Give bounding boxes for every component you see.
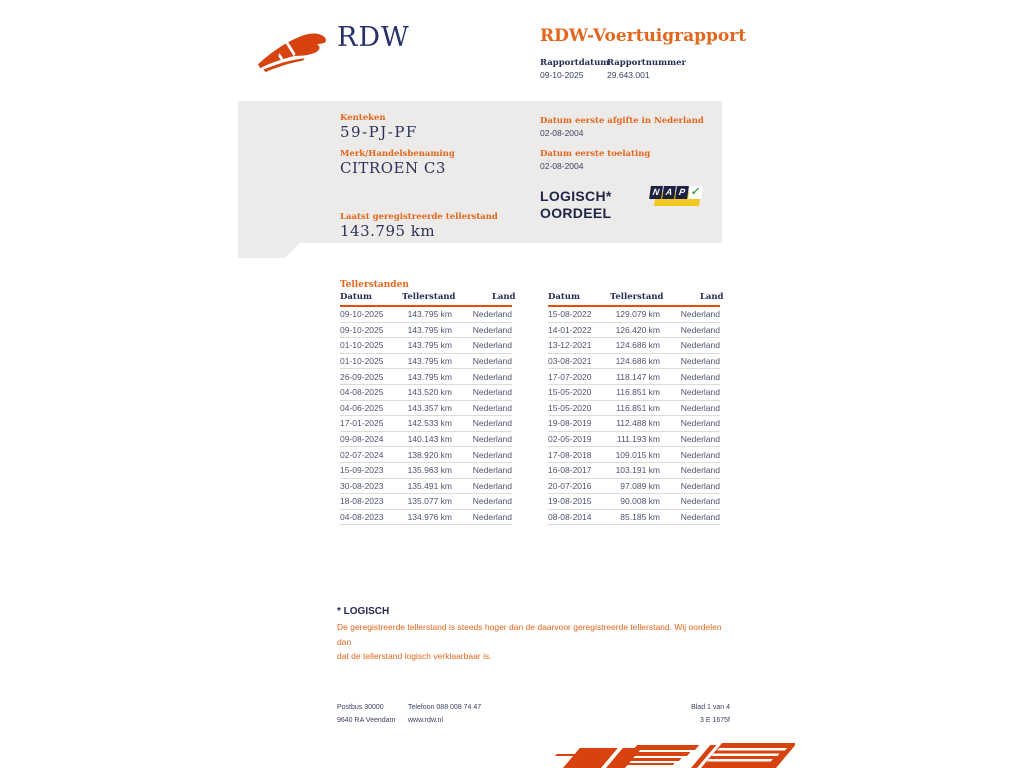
table-cell: 116.851 km: [616, 402, 660, 413]
table-cell: 04-08-2025: [340, 387, 384, 398]
table-cell: 15-05-2020: [548, 387, 592, 398]
toelating-value: 02-08-2004: [540, 161, 584, 171]
afgifte-label: Datum eerste afgifte in Nederland: [540, 116, 704, 126]
col-header-tellerstand: Tellerstand: [402, 292, 456, 302]
table-row: [340, 338, 512, 354]
table-cell: Nederland: [680, 512, 720, 523]
tables-title: Tellerstanden: [340, 280, 409, 290]
col-header-datum: Datum: [548, 292, 580, 302]
col-header-datum: Datum: [340, 292, 372, 302]
table-row: [340, 479, 512, 495]
table-cell: 02-05-2019: [548, 434, 592, 445]
table-cell: Nederland: [680, 324, 720, 335]
table-cell: Nederland: [680, 340, 720, 351]
kenteken-value: 59-PJ-PF: [340, 123, 418, 141]
table-row: [548, 323, 720, 339]
table-header-row: [548, 292, 724, 307]
footer-page-number: Blad 1 van 4: [691, 704, 730, 711]
table-cell: 97.089 km: [620, 480, 660, 491]
footnote-text: [337, 620, 733, 664]
footer-address: [337, 701, 395, 727]
table-cell: 15-09-2023: [340, 465, 384, 476]
table-cell: 01-10-2025: [340, 340, 384, 351]
odometer-table-right: [548, 292, 724, 525]
table-cell: 17-01-2025: [340, 418, 384, 429]
tellerstand-label: Laatst geregistreerde tellerstand: [340, 212, 498, 222]
table-cell: 17-07-2020: [548, 371, 592, 382]
table-cell: 140.143 km: [407, 434, 452, 445]
table-cell: 103.191 km: [615, 465, 660, 476]
table-row: [548, 354, 720, 370]
table-cell: Nederland: [472, 340, 512, 351]
table-row: [340, 447, 512, 463]
footnote-title: * LOGISCH: [337, 606, 390, 617]
table-cell: 04-08-2023: [340, 512, 384, 523]
page-title: RDW-Voertuigrapport: [540, 26, 747, 46]
table-cell: Nederland: [680, 480, 720, 491]
table-row: [548, 479, 720, 495]
table-row: [340, 463, 512, 479]
table-cell: 09-08-2024: [340, 434, 384, 445]
table-cell: 135.963 km: [407, 465, 452, 476]
table-cell: 18-08-2023: [340, 496, 384, 507]
table-cell: 118.147 km: [616, 371, 660, 382]
kenteken-label: Kenteken: [340, 113, 386, 123]
footnote-line2: dat de tellerstand logisch verklaarbaar is.: [337, 651, 492, 661]
oordeel-line2: OORDEEL: [540, 205, 612, 221]
table-cell: Nederland: [472, 309, 512, 320]
merk-label: Merk/Handelsbenaming: [340, 149, 455, 159]
table-cell: Nederland: [472, 434, 512, 445]
nap-letter-n: N: [649, 186, 663, 199]
table-cell: 143.795 km: [407, 356, 452, 367]
table-row: [340, 416, 512, 432]
table-row: [340, 385, 512, 401]
table-cell: Nederland: [680, 402, 720, 413]
table-cell: 116.851 km: [616, 387, 660, 398]
table-cell: 112.488 km: [616, 418, 660, 429]
odometer-table-left: [340, 292, 516, 525]
table-cell: Nederland: [472, 465, 512, 476]
report-date-label: Rapportdatum: [540, 58, 610, 68]
toelating-label: Datum eerste toelating: [540, 149, 651, 159]
report-number-label: Rapportnummer: [607, 58, 686, 68]
table-cell: 90.008 km: [620, 496, 660, 507]
table-cell: 126.420 km: [615, 324, 660, 335]
table-cell: 124.686 km: [615, 340, 660, 351]
table-row: [548, 338, 720, 354]
table-cell: 142.533 km: [407, 418, 452, 429]
table-row: [340, 510, 512, 526]
footer-address-line2: 9640 RA Veendam: [337, 717, 396, 724]
table-cell: Nederland: [472, 387, 512, 398]
rdw-wordmark: RDW: [337, 22, 410, 53]
table-cell: Nederland: [680, 465, 720, 476]
table-row: [548, 463, 720, 479]
table-row: [548, 494, 720, 510]
table-cell: Nederland: [472, 356, 512, 367]
footer-paging: [640, 701, 730, 727]
footer-phone: Telefoon 088 008 74 47: [408, 704, 482, 711]
table-cell: Nederland: [680, 496, 720, 507]
table-row: [340, 401, 512, 417]
afgifte-value: 02-08-2004: [540, 128, 584, 138]
table-cell: 13-12-2021: [548, 340, 592, 351]
table-cell: 16-08-2017: [548, 465, 592, 476]
col-header-land: Land: [491, 292, 516, 302]
footer-website: www.rdw.nl: [408, 717, 444, 724]
table-cell: Nederland: [680, 371, 720, 382]
table-cell: 17-08-2018: [548, 449, 592, 460]
table-cell: 14-01-2022: [548, 324, 592, 335]
report-date-value: 09-10-2025: [540, 70, 584, 80]
table-cell: 04-06-2025: [340, 402, 384, 413]
table-cell: 109.015 km: [615, 449, 660, 460]
table-cell: Nederland: [680, 434, 720, 445]
table-row: [340, 323, 512, 339]
table-cell: 01-10-2025: [340, 356, 384, 367]
table-row: [340, 354, 512, 370]
table-row: [548, 369, 720, 385]
col-header-land: Land: [699, 292, 724, 302]
table-cell: 143.357 km: [407, 402, 452, 413]
col-header-tellerstand: Tellerstand: [610, 292, 664, 302]
table-cell: 143.795 km: [407, 324, 452, 335]
merk-value: CITROEN C3: [340, 159, 446, 177]
table-cell: 15-08-2022: [548, 309, 592, 320]
table-row: [340, 369, 512, 385]
footer-form-code: 3 E 1675f: [700, 717, 730, 724]
nap-logo-icon: [648, 186, 700, 210]
table-row: [548, 432, 720, 448]
footer-contact: [408, 701, 481, 727]
table-cell: Nederland: [472, 402, 512, 413]
table-cell: 19-08-2019: [548, 418, 592, 429]
table-row: [548, 416, 720, 432]
table-cell: 26-09-2025: [340, 371, 384, 382]
table-row: [548, 385, 720, 401]
table-row: [340, 432, 512, 448]
table-cell: 19-08-2015: [548, 496, 592, 507]
nap-letter-p: P: [675, 186, 689, 199]
nap-letter-a: A: [662, 186, 676, 199]
table-row: [340, 494, 512, 510]
nap-checkmark-icon: ✓: [688, 186, 703, 199]
table-cell: 15-05-2020: [548, 402, 592, 413]
table-cell: 124.686 km: [615, 356, 660, 367]
table-cell: Nederland: [472, 371, 512, 382]
footer-address-line1: Postbus 30000: [337, 704, 384, 711]
table-cell: 134.976 km: [407, 512, 452, 523]
table-cell: 143.795 km: [407, 340, 452, 351]
table-cell: 129.079 km: [615, 309, 660, 320]
bottom-wing-graphic-icon: [545, 743, 795, 768]
table-cell: 03-08-2021: [548, 356, 592, 367]
table-row: [548, 447, 720, 463]
table-cell: 143.795 km: [407, 371, 452, 382]
table-cell: Nederland: [680, 449, 720, 460]
table-cell: 135.077 km: [407, 496, 452, 507]
table-cell: 138.920 km: [407, 449, 452, 460]
table-cell: Nederland: [680, 387, 720, 398]
oordeel-line1: LOGISCH*: [540, 188, 612, 204]
table-cell: 143.795 km: [407, 309, 452, 320]
report-number-value: 29.643.001: [607, 70, 650, 80]
table-cell: 85.185 km: [620, 512, 660, 523]
table-cell: 135.491 km: [407, 480, 452, 491]
table-cell: Nederland: [472, 418, 512, 429]
table-row: [340, 307, 512, 323]
table-row: [548, 510, 720, 526]
table-cell: Nederland: [472, 449, 512, 460]
table-cell: Nederland: [472, 480, 512, 491]
table-row: [548, 307, 720, 323]
table-cell: 20-07-2016: [548, 480, 592, 491]
rdw-bird-logo-icon: [255, 26, 333, 72]
table-cell: 09-10-2025: [340, 309, 384, 320]
table-cell: Nederland: [472, 512, 512, 523]
table-cell: 111.193 km: [616, 434, 660, 445]
table-cell: 08-08-2014: [548, 512, 592, 523]
vehicle-summary-box-tab: [238, 243, 300, 258]
footnote-line1: De geregistreerde tellerstand is steeds hoger dan de daarvoor geregistreerde tellerstand. Wij oordelen dan: [337, 622, 722, 647]
table-header-row: [340, 292, 516, 307]
tellerstand-value: 143.795 km: [340, 222, 436, 240]
table-cell: Nederland: [680, 309, 720, 320]
table-cell: 09-10-2025: [340, 324, 384, 335]
table-cell: Nederland: [680, 356, 720, 367]
table-cell: 02-07-2024: [340, 449, 384, 460]
table-cell: Nederland: [680, 418, 720, 429]
table-cell: 30-08-2023: [340, 480, 384, 491]
table-row: [548, 401, 720, 417]
table-cell: Nederland: [472, 496, 512, 507]
table-cell: Nederland: [472, 324, 512, 335]
table-cell: 143.520 km: [407, 387, 452, 398]
